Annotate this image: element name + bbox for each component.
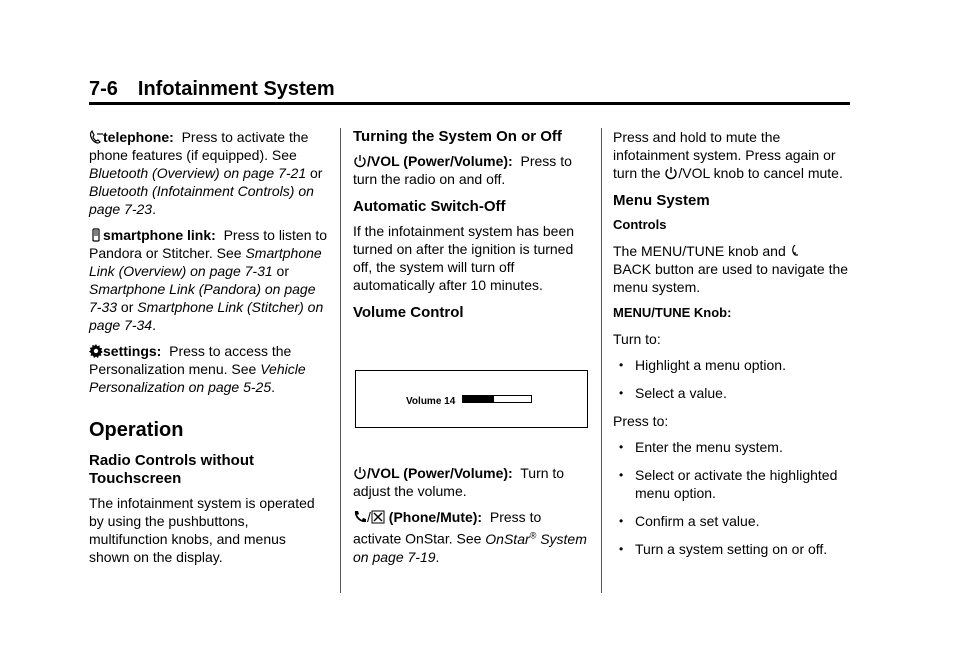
smartphone-or-2: or (120, 299, 134, 315)
power-icon (353, 154, 367, 168)
list-item-text: Select a value. (635, 385, 727, 401)
press-to-list (613, 438, 853, 558)
controls-text-b: BACK button are used to navigate the menu system. (613, 261, 849, 295)
power-volume-label-2: /VOL (Power/Volume): (367, 465, 513, 481)
smartphone-paragraph (89, 226, 329, 334)
phone-mute-label: (Phone/Mute): (388, 509, 483, 525)
back-icon (790, 244, 804, 258)
volume-bar (462, 395, 532, 403)
settings-end: . (271, 379, 276, 395)
settings-gear-icon (89, 344, 103, 358)
column-3 (613, 128, 853, 568)
list-item-text: Enter the menu system. (635, 439, 783, 455)
phone-handset-icon (353, 510, 367, 524)
smartphone-or-1: or (276, 263, 289, 279)
turn-to-list (613, 356, 853, 402)
chapter-title: Infotainment System (137, 78, 335, 100)
turn-to-label: Turn to: (613, 331, 661, 347)
mute-icon (371, 510, 385, 524)
list-item-text: Highlight a menu option. (635, 357, 786, 373)
page-number: 7-6 (89, 78, 118, 100)
menu-tune-knob-heading: MENU/TUNE Knob: (613, 305, 732, 320)
list-item: • Select or activate the highlighted menu option. (619, 467, 838, 501)
volume-bar-fill (463, 396, 494, 402)
list-item-text: Confirm a set value. (635, 513, 760, 529)
page-header (89, 78, 335, 101)
power-icon (353, 466, 367, 480)
list-item: • Turn a system setting on or off. (619, 541, 828, 557)
phone-mute-end: . (435, 548, 440, 565)
smartphone-text: Press to listen to Pandora or Stitcher. See (89, 227, 328, 261)
automatic-switch-off-text: If the infotainment system has been turned on after the ignition is turned off, the system will turn off automatically after 10 minutes. (353, 223, 575, 293)
power-volume-turn-text: Turn to adjust the volume. (353, 465, 565, 499)
controls-paragraph (613, 242, 853, 296)
column-2 (353, 128, 593, 574)
radio-controls-heading: Radio Controls without Touchscreen (89, 452, 254, 487)
volume-control-heading: Volume Control (353, 304, 464, 321)
list-item-text: Turn a system setting on or off. (635, 541, 828, 557)
power-volume-press-paragraph (353, 152, 593, 188)
radio-controls-text: The infotainment system is operated by using the pushbuttons, multifunction knobs, and menus shown on the display. (89, 495, 315, 565)
list-item-text: Select or activate the highlighted menu option. (635, 467, 838, 501)
power-volume-label: /VOL (Power/Volume): (367, 153, 513, 169)
mute-paragraph (613, 128, 853, 182)
phone-mute-paragraph: / (Phone/Mute): Press to activate OnStar. See OnStar® System on page 7-19. (353, 509, 587, 565)
telephone-paragraph (89, 128, 329, 218)
phone-mute-text: Press to activate OnStar. See (353, 509, 542, 547)
list-item: • Highlight a menu option. (619, 357, 786, 373)
smartphone-end: . (152, 317, 156, 333)
operation-heading: Operation (89, 419, 184, 441)
mute-text-a: Press and hold to mute the infotainment system. Press again or turn the (613, 129, 836, 181)
list-item: • Select a value. (619, 385, 727, 401)
column-divider-2 (601, 128, 602, 593)
turning-on-off-heading: Turning the System On or Off (353, 128, 562, 145)
controls-heading: Controls (613, 217, 667, 232)
volume-display-label: Volume 14 (406, 396, 456, 407)
onstar-link-text: OnStar (485, 530, 530, 547)
settings-paragraph (89, 342, 329, 396)
telephone-or: or (310, 165, 323, 181)
settings-link-vehicle-personalization[interactable]: Vehicle Personalization on page 5-25 (89, 361, 306, 395)
list-item: • Confirm a set value. (619, 513, 760, 529)
header-rule (89, 102, 850, 105)
mute-text-b: /VOL knob to cancel mute. (678, 165, 843, 181)
power-icon (664, 166, 678, 180)
telephone-icon (89, 130, 103, 144)
telephone-link-bluetooth-overview[interactable]: Bluetooth (Overview) on page 7-21 (89, 165, 307, 181)
telephone-end: . (152, 201, 156, 217)
settings-label: settings: (103, 343, 162, 359)
automatic-switch-off-heading: Automatic Switch-Off (353, 198, 506, 215)
list-item: • Enter the menu system. (619, 439, 783, 455)
column-divider-1 (340, 128, 341, 593)
controls-text-a: The MENU/TUNE knob and (613, 243, 786, 259)
power-volume-turn-paragraph (353, 464, 593, 500)
menu-system-heading: Menu System (613, 192, 710, 209)
press-to-label: Press to: (613, 413, 669, 429)
power-volume-press-text: Press to turn the radio on and off. (353, 153, 572, 187)
smartphone-label: smartphone link: (103, 227, 216, 243)
smartphone-link-overview[interactable]: Smartphone Link (Overview) on page 7-31 (89, 245, 322, 279)
smartphone-link-pandora[interactable]: Smartphone Link (Pandora) on page 7-33 (89, 281, 316, 315)
volume-display-illustration (355, 370, 588, 428)
settings-text: Press to access the Personalization menu. See (89, 343, 292, 377)
smartphone-link-stitcher[interactable]: Smartphone Link (Stitcher) on page 7-34 (89, 299, 324, 333)
column-1 (89, 128, 329, 574)
smartphone-icon (89, 228, 103, 242)
registered-mark: ® (529, 530, 537, 540)
telephone-link-bluetooth-controls[interactable]: Bluetooth (Infotainment Controls) on page 7-23 (89, 183, 314, 217)
telephone-text: Press to activate the phone features (if equipped). See (89, 129, 309, 163)
onstar-link-page: System on page 7-19 (353, 530, 587, 565)
telephone-label: telephone: (103, 129, 174, 145)
